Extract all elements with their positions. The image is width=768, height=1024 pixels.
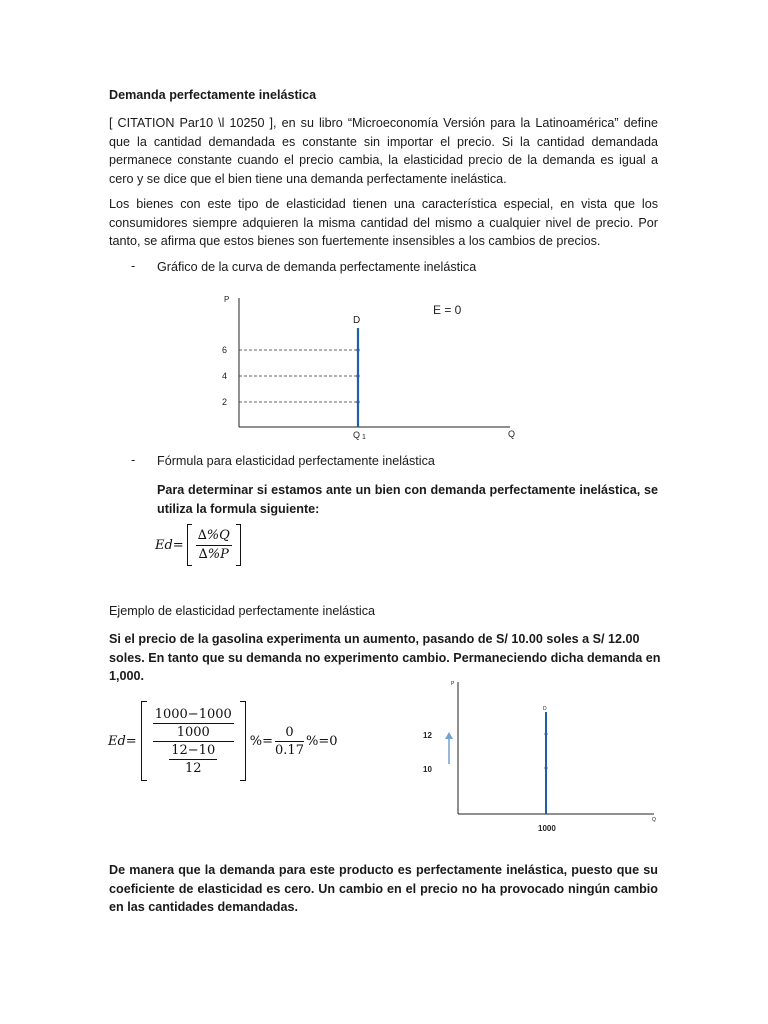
- example-heading: Ejemplo de elasticidad perfectamente inelástica: [109, 604, 376, 618]
- elasticity-label: E = 0: [433, 303, 462, 317]
- section-heading: Demanda perfectamente inelástica: [109, 88, 317, 102]
- formula-result: %=0: [305, 733, 338, 749]
- formula-zero: 0: [285, 724, 294, 740]
- arrow-head: [445, 732, 453, 739]
- formula-num-bottom: 1000: [176, 724, 210, 740]
- formula-bottom-fraction: [169, 742, 217, 777]
- demand-graph-2: [418, 676, 658, 836]
- formula-big-fraction: [153, 706, 234, 777]
- formula-lhs: Ed=: [155, 537, 184, 553]
- bracket-right: [236, 524, 241, 566]
- bracket-right: [240, 701, 246, 781]
- formula-fraction: [196, 527, 232, 564]
- y-tick-label: 4: [222, 371, 228, 381]
- y-axis-label: P: [224, 295, 230, 304]
- formula-den-bottom: 12: [184, 760, 202, 776]
- formula-small-fraction: [275, 724, 304, 759]
- y-tick-label: 6: [222, 345, 228, 355]
- bullet-dash: -: [131, 453, 136, 467]
- curve-point: [545, 767, 548, 770]
- curve-point: [545, 733, 548, 736]
- formula-numerator: ∆%Q: [197, 527, 230, 543]
- example-text: Si el precio de la gasolina experimenta un aumento, pasando de S/ 10.00 soles a S/ 12.00 soles. En tanto que su demanda no experimento cambio. Permaneciendo dicha demanda en 1,000.: [109, 632, 661, 683]
- curve-label: D: [353, 315, 361, 326]
- bracket-left: [187, 524, 192, 566]
- q1-label: Q 1: [353, 430, 366, 440]
- x-axis-label: Q: [508, 429, 516, 439]
- y-tick-label: 2: [222, 397, 228, 407]
- demand-graph-1: [220, 290, 520, 440]
- formula-intro: Para determinar si estamos ante un bien con demanda perfectamente inelástica, se utiliza la formula siguiente:: [157, 483, 658, 516]
- bracket-left: [141, 701, 147, 781]
- formula-lhs: Ed=: [108, 733, 137, 749]
- y-tick-label: 10: [423, 765, 432, 774]
- formula-top-fraction: [153, 706, 234, 741]
- formula-denominator: ∆%P: [198, 546, 229, 562]
- x-axis-label: Q: [652, 817, 656, 823]
- conclusion-paragraph: De manera que la demanda para este producto es perfectamente inelástica, puesto que su coeficiente de elasticidad es cero. Un cambio en el precio no ha provocado ningún cambio en las cantidades demandadas.: [109, 863, 658, 914]
- y-tick-label: 12: [423, 731, 432, 740]
- bullet-formula-title: Fórmula para elasticidad perfectamente inelástica: [157, 454, 435, 468]
- bullet-graph-title: Gráfico de la curva de demanda perfectamente inelástica: [157, 260, 477, 274]
- formula-den-top: 12−10: [171, 742, 216, 758]
- formula-zero-seventeen: 0.17: [275, 742, 304, 758]
- example-formula: [108, 700, 338, 782]
- bullet-dash: -: [131, 259, 136, 273]
- paragraph-characteristics: Los bienes con este tipo de elasticidad tienen una característica especial, en vista que los consumidores siempre adquieren la misma cantidad del mismo a cualquier nivel de precio. Por tanto, se afirma que estos bienes son fuertemente insensibles a los cambios de precios.: [109, 197, 658, 248]
- formula-percent-equals: %=: [249, 733, 274, 749]
- elasticity-formula: [155, 523, 241, 567]
- formula-num-top: 1000−1000: [154, 706, 232, 722]
- paragraph-definition: [ CITATION Par10 \l 10250 ], en su libro “Microeconomía Versión para la Latinoamérica” define que la cantidad demandada es constante sin importar el precio. Si la cantidad demandada permanece constante cuando el precio cambia, la elasticidad precio de la demanda es igual a cero y se dice que el bien tiene una demanda perfectamente inelástica.: [109, 116, 658, 186]
- x-tick-label: 1000: [538, 824, 556, 833]
- y-axis-label: P: [451, 681, 455, 687]
- curve-label: D: [543, 706, 547, 712]
